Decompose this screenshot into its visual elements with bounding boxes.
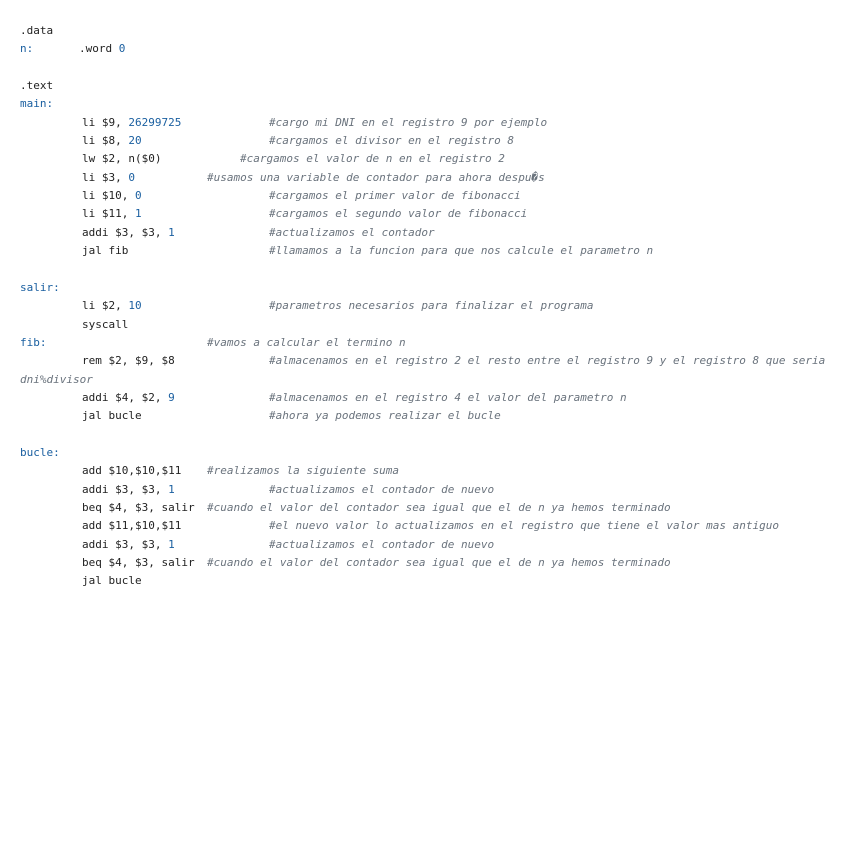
code-line <box>20 389 832 407</box>
code-line <box>20 150 832 168</box>
label-main: main: <box>20 97 54 111</box>
comment: #llamamos a la funcion para que nos calcule el parametro n <box>269 244 654 258</box>
directive-data: .data <box>20 24 54 37</box>
code-line <box>20 499 832 517</box>
number-literal: 1 <box>168 225 175 239</box>
code-line <box>20 371 832 389</box>
comment: #cargo mi DNI en el registro 9 por ejemplo <box>269 115 548 129</box>
number-literal: 10 <box>128 299 142 313</box>
code-line <box>20 554 832 572</box>
number-literal: 0 <box>118 42 126 56</box>
code-line <box>20 297 832 315</box>
number-literal: 9 <box>168 390 175 404</box>
label-salir: salir: <box>20 280 60 294</box>
number-literal: 1 <box>168 537 175 551</box>
code-line <box>20 187 832 205</box>
code-line <box>20 481 832 499</box>
instruction: jal fib <box>82 244 129 258</box>
comment: #almacenamos en el registro 2 el resto entre el registro 9 y el registro 8 que seria <box>269 354 826 368</box>
instruction: beq $4, $3, salir <box>82 555 195 569</box>
comment: #cuando el valor del contador sea igual que el de n ya hemos terminado <box>207 555 671 569</box>
code-line <box>20 352 832 370</box>
comment: #actualizamos el contador <box>269 225 435 239</box>
code-line <box>20 572 832 590</box>
comment: #parametros necesarios para finalizar el programa <box>269 299 594 313</box>
code-listing <box>20 22 832 591</box>
code-line <box>20 462 832 480</box>
instruction: addi $3, $3, <box>82 482 169 496</box>
instruction: li $3, <box>82 170 129 184</box>
code-line <box>20 334 832 352</box>
instruction: addi $4, $2, <box>82 390 169 404</box>
comment: #el nuevo valor lo actualizamos en el registro que tiene el valor mas antiguo <box>269 519 779 533</box>
comment: #cargamos el valor de n en el registro 2 <box>240 152 505 166</box>
code-line <box>20 132 832 150</box>
instruction: lw $2, n($0) <box>82 152 162 166</box>
blank-line <box>20 59 832 77</box>
code-line <box>20 279 832 297</box>
code-line <box>20 224 832 242</box>
comment: #cargamos el primer valor de fibonacci <box>269 189 521 203</box>
code-line <box>20 242 832 260</box>
number-literal: 1 <box>134 207 142 221</box>
code-line <box>20 316 832 334</box>
comment: #cuando el valor del contador sea igual que el de n ya hemos terminado <box>207 500 671 514</box>
code-line <box>20 536 832 554</box>
instruction: li $8, <box>82 134 129 148</box>
instruction: addi $3, $3, <box>82 537 169 551</box>
instruction: jal bucle <box>82 574 142 588</box>
instruction: jal bucle <box>82 409 142 423</box>
code-line <box>20 205 832 223</box>
instruction: beq $4, $3, salir <box>82 500 195 514</box>
code-line <box>20 407 832 425</box>
instruction: rem $2, $9, $8 <box>82 354 175 368</box>
comment: #cargamos el segundo valor de fibonacci <box>269 207 528 221</box>
number-literal: 26299725 <box>128 115 182 129</box>
code-line <box>20 169 832 187</box>
comment: #actualizamos el contador de nuevo <box>269 482 495 496</box>
code-line <box>20 114 832 132</box>
comment: #vamos a calcular el termino n <box>207 335 406 349</box>
blank-line <box>20 426 832 444</box>
instruction: add $11,$10,$11 <box>82 519 182 533</box>
comment: #almacenamos en el registro 4 el valor del parametro n <box>269 390 627 404</box>
comment-continuation: dni%divisor <box>20 372 93 386</box>
number-literal: 0 <box>134 189 142 203</box>
code-line <box>20 95 832 113</box>
instruction: addi $3, $3, <box>82 225 169 239</box>
comment: #cargamos el divisor en el registro 8 <box>269 134 515 148</box>
label-fib: fib: <box>20 335 47 349</box>
code-line <box>20 444 832 462</box>
instruction: add $10,$10,$11 <box>82 464 182 478</box>
code-line <box>20 77 832 95</box>
instruction: li $10, <box>82 189 135 203</box>
instruction: li $9, <box>82 115 129 129</box>
code-line <box>20 22 832 40</box>
blank-line <box>20 260 832 278</box>
instruction: syscall <box>82 317 129 331</box>
comment: #realizamos la siguiente suma <box>207 464 400 478</box>
instruction: .word <box>79 42 119 56</box>
code-line <box>20 40 832 58</box>
label-n: n: <box>20 42 34 56</box>
code-line <box>20 517 832 535</box>
instruction: li $11, <box>82 207 135 221</box>
number-literal: 20 <box>128 134 142 148</box>
comment: #actualizamos el contador de nuevo <box>269 537 495 551</box>
number-literal: 0 <box>128 170 135 184</box>
comment: #usamos una variable de contador para ahora despu�s <box>207 170 545 184</box>
directive-text: .text <box>20 79 54 93</box>
label-bucle: bucle: <box>20 445 60 459</box>
number-literal: 1 <box>168 482 175 496</box>
instruction: li $2, <box>82 299 129 313</box>
comment: #ahora ya podemos realizar el bucle <box>269 409 501 423</box>
